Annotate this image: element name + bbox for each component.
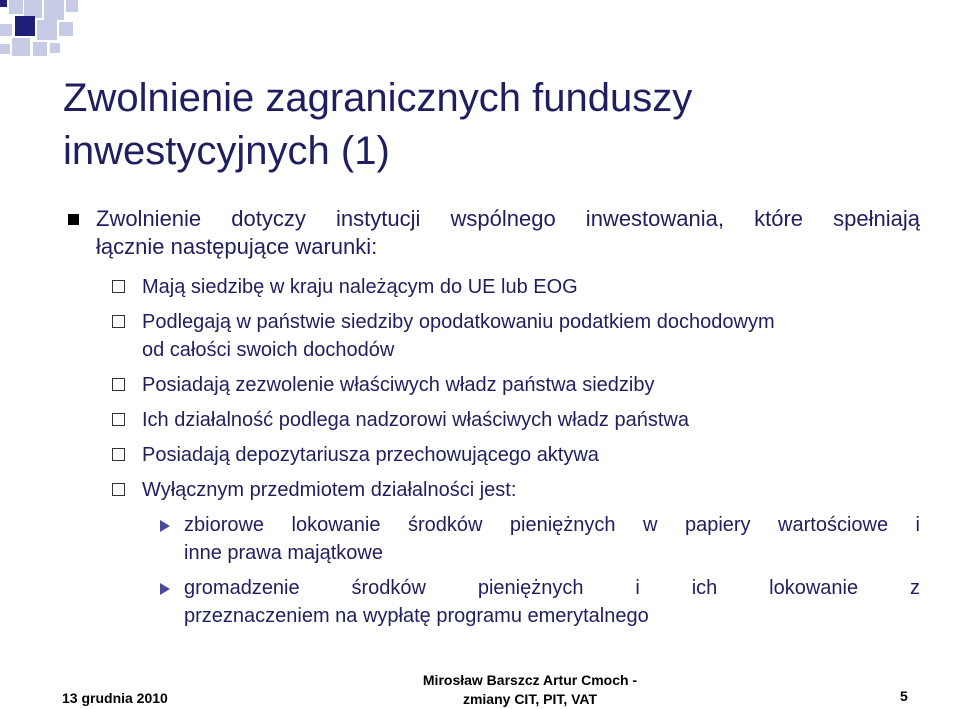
sub-item bbox=[62, 511, 920, 567]
sub-item-text-continued: przeznaczeniem na wypłatę programu emerytalnego bbox=[184, 605, 649, 627]
intro-text-line-1: Zwolnienie dotyczy instytucji wspólnego inwestowania, które spełniają bbox=[96, 206, 920, 231]
checkbox-bullet-icon bbox=[112, 378, 125, 391]
checkbox-bullet-icon bbox=[112, 483, 125, 496]
condition-text: Wyłącznym przedmiotem działalności jest: bbox=[142, 479, 517, 501]
footer-author bbox=[380, 671, 680, 709]
checkbox-bullet-icon bbox=[112, 280, 125, 293]
slide-body bbox=[62, 205, 920, 637]
checkbox-bullet-icon bbox=[112, 448, 125, 461]
intro-bullet bbox=[62, 205, 920, 261]
condition-item bbox=[62, 308, 920, 364]
condition-text-continued: od całości swoich dochodów bbox=[142, 339, 395, 361]
condition-text: Posiadają zezwolenie właściwych władz państwa siedziby bbox=[142, 374, 655, 396]
square-bullet-icon bbox=[68, 214, 79, 225]
condition-item bbox=[62, 441, 920, 469]
condition-text: Mają siedzibę w kraju należącym do UE lub EOG bbox=[142, 276, 578, 298]
sub-item bbox=[62, 574, 920, 630]
checkbox-bullet-icon bbox=[112, 315, 125, 328]
condition-item bbox=[62, 371, 920, 399]
condition-item bbox=[62, 273, 920, 301]
condition-text: Posiadają depozytariusza przechowującego aktywa bbox=[142, 444, 599, 466]
sub-item-text-continued: inne prawa majątkowe bbox=[184, 542, 383, 564]
triangle-bullet-icon bbox=[160, 520, 170, 532]
checkbox-bullet-icon bbox=[112, 413, 125, 426]
footer-author-line-1: Mirosław Barszcz Artur Cmoch - bbox=[422, 672, 638, 688]
condition-item bbox=[62, 476, 920, 504]
condition-text: Podlegają w państwie siedziby opodatkowaniu podatkiem dochodowym bbox=[142, 311, 775, 333]
condition-item bbox=[62, 406, 920, 434]
footer-author-line-2: zmiany CIT, PIT, VAT bbox=[462, 691, 598, 707]
slide-title: Zwolnienie zagranicznych funduszy inwestycyjnych (1) bbox=[63, 76, 693, 173]
condition-text: Ich działalność podlega nadzorowi właściwych władz państwa bbox=[142, 409, 689, 431]
intro-text-line-2: łącznie następujące warunki: bbox=[96, 234, 378, 259]
footer-date: 13 grudnia 2010 bbox=[62, 690, 168, 706]
page-number: 5 bbox=[900, 688, 908, 704]
sub-item-text: gromadzenie środków pieniężnych i ich lokowanie z bbox=[184, 577, 920, 599]
triangle-bullet-icon bbox=[160, 583, 170, 595]
sub-item-text: zbiorowe lokowanie środków pieniężnych w papiery wartościowe i bbox=[184, 514, 920, 536]
